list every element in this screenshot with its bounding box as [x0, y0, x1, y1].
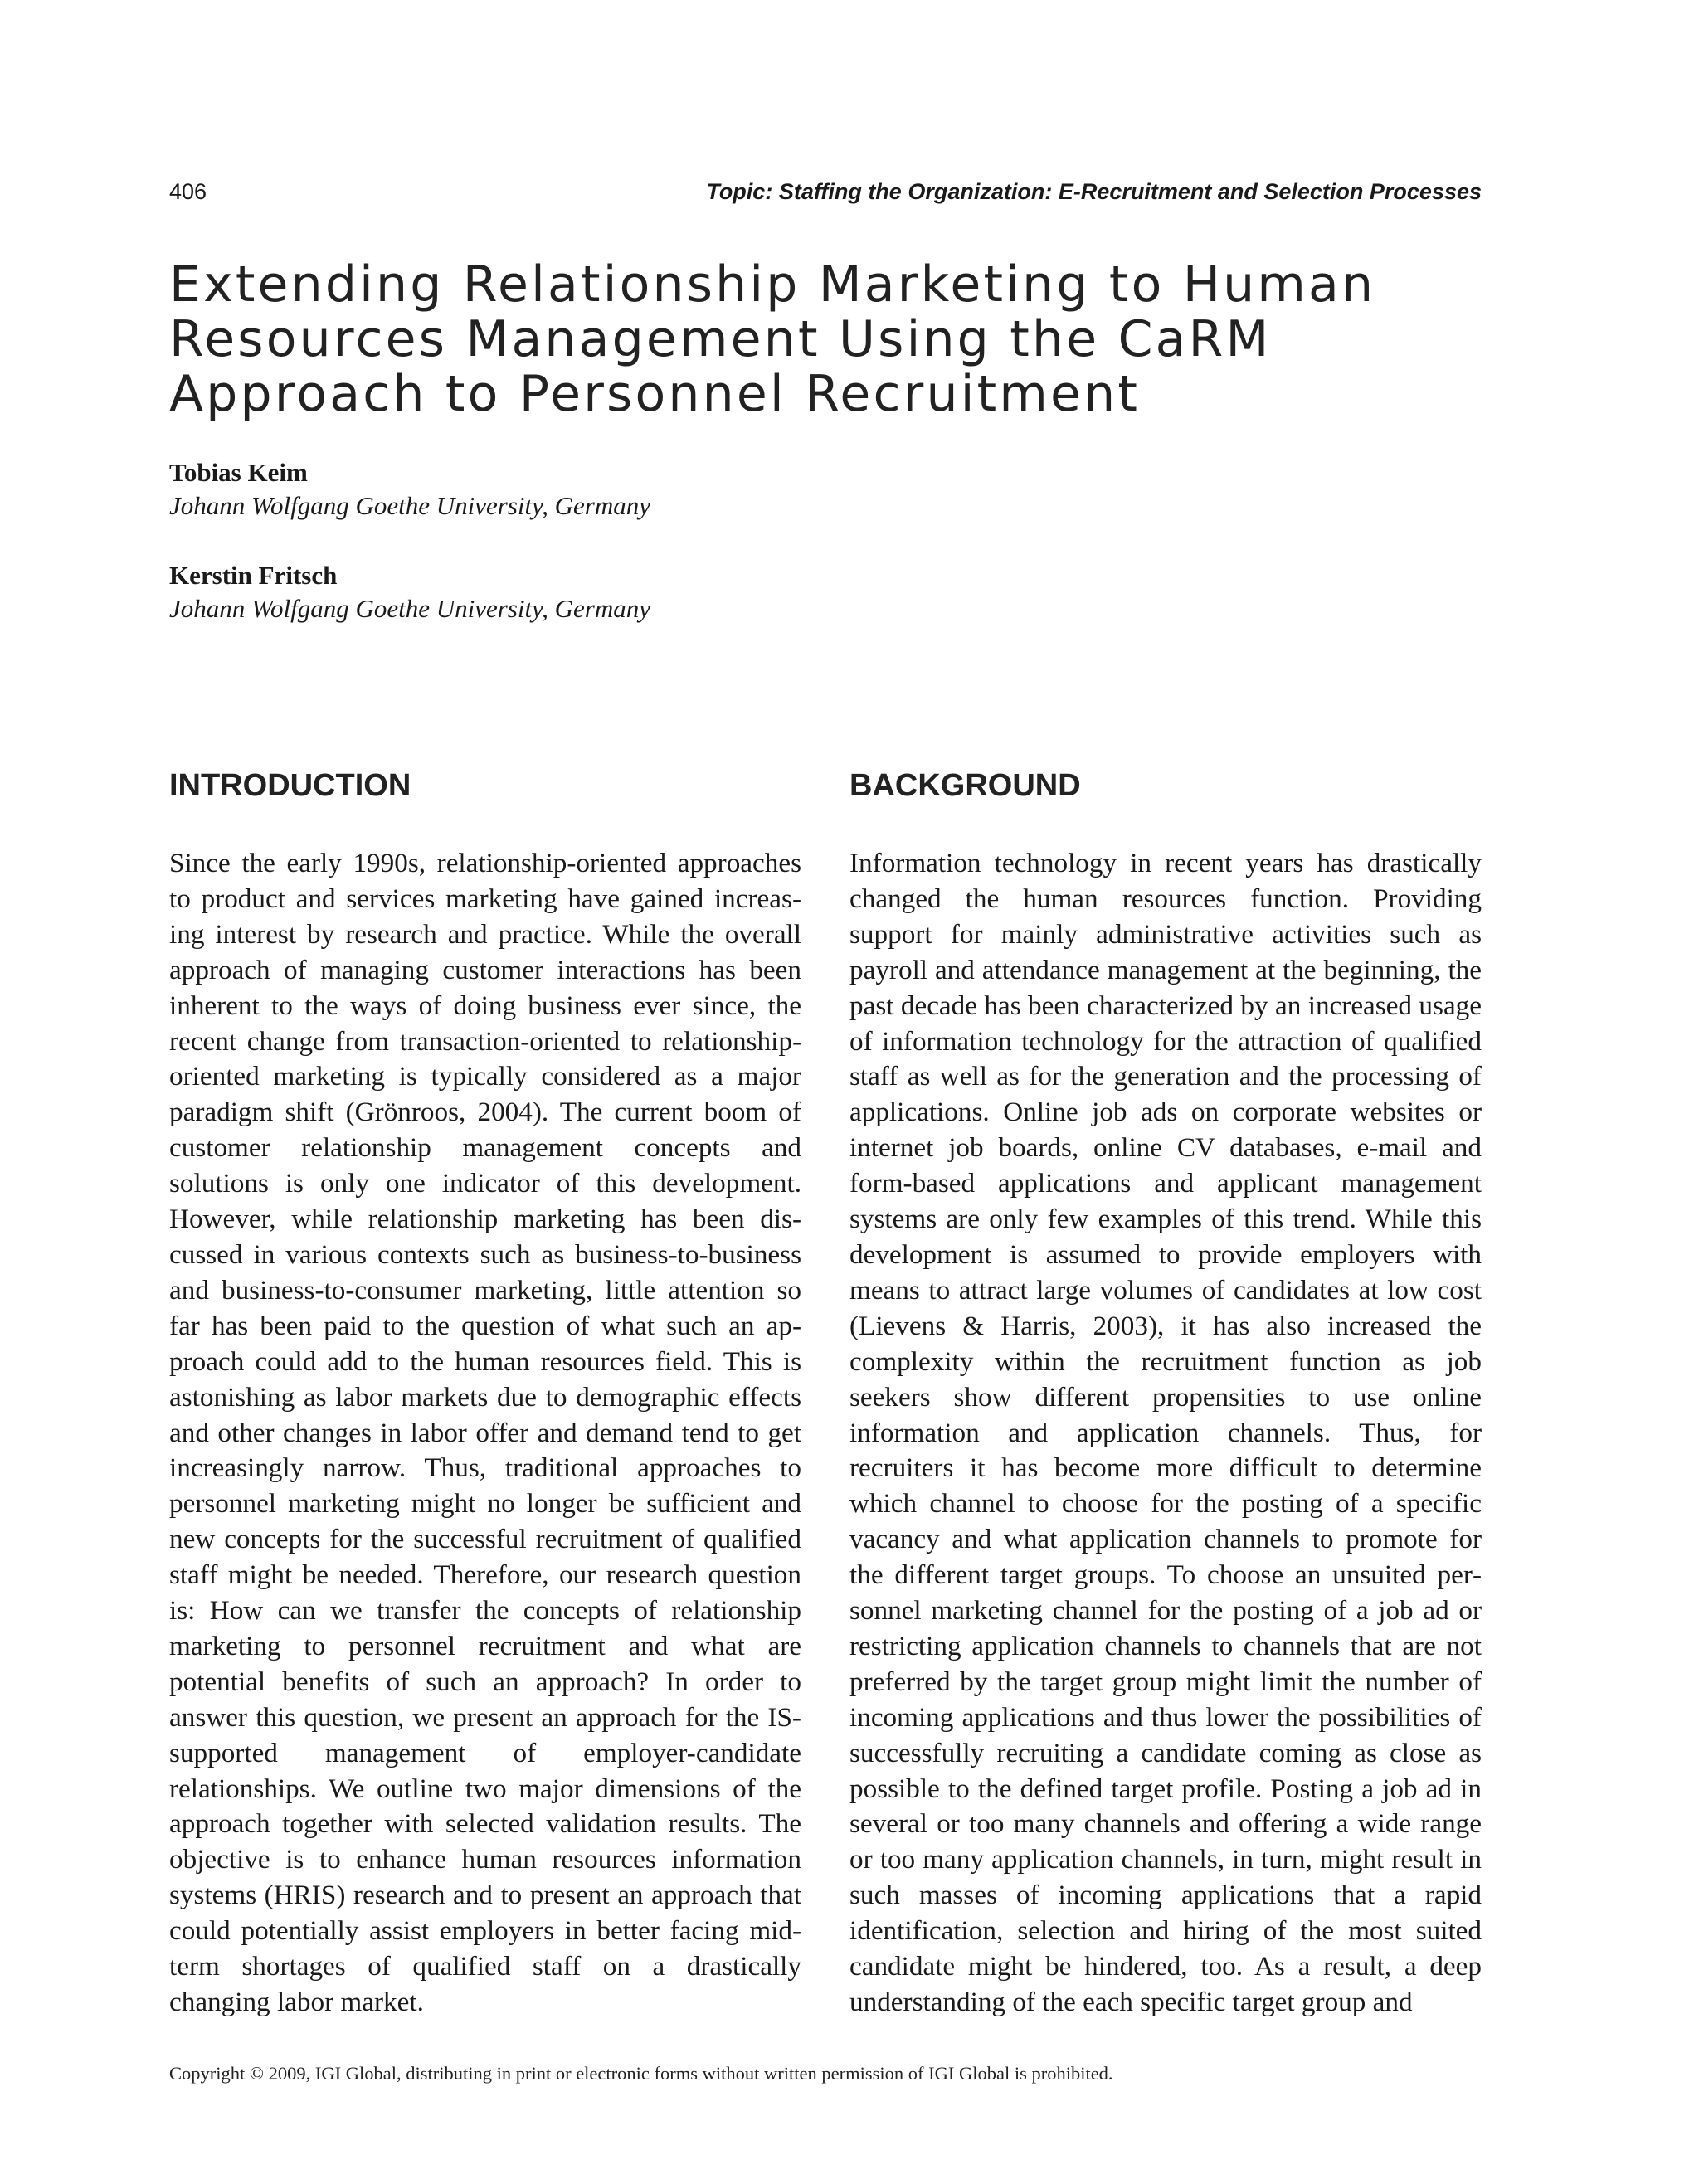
- introduction-heading: INTRODUCTION: [169, 768, 411, 803]
- running-header: [169, 179, 1482, 209]
- title-line: Resources Management Using the CaRM: [169, 310, 1272, 368]
- title-line: Approach to Personnel Recruitment: [169, 365, 1141, 423]
- author-block: [169, 559, 916, 625]
- introduction-text: Since the early 1990s, relationship-oriented approaches to product and services marketing have gained increasing interest by research and practice. While the overall approach of managing customer interactions has been inherent to the ways of doing business ever since, the recent change from transaction-oriented to relationship-oriented marketing is typically considered as a major paradigm shift (Grönroos, 2004). The current boom of customer relationship management concepts and solutions is only one indicator of this development. However, while relationship marketing has been discussed in various contexts such as business-to-business and business-to-consumer marketing, little attention so far has been paid to the question of what such an approach could add to the human resources field. This is astonishing as labor markets due to demographic effects and other changes in labor offer and demand tend to get increasingly narrow. Thus, traditional approaches to personnel marketing might no longer be sufficient and new concepts for the successful recruitment of qualified staff might be needed. Therefore, our research question is: How can we transfer the concepts of relationship marketing to personnel recruitment and what are potential benefits of such an approach? In order to answer this question, we present an approach for the IS-supported management of employer-candidate relationships. We outline two major dimensions of the approach together with selected validation results. The objective is to enhance human resources information systems (HRIS) research and to present an approach that could potentially assist employers in better facing mid-term shortages of qualified staff on a drastically changing labor market.: [169, 848, 801, 2017]
- article-title: [169, 257, 1530, 421]
- title-line: Extending Relationship Marketing to Human: [169, 255, 1376, 314]
- page-number: 406: [169, 179, 207, 204]
- topic-line: Topic: Staffing the Organization: E-Recruitment and Selection Processes: [706, 179, 1482, 204]
- author-name: Tobias Keim: [169, 458, 308, 487]
- author-name: Kerstin Fritsch: [169, 561, 338, 590]
- background-heading: BACKGROUND: [850, 768, 1081, 803]
- author-affiliation: Johann Wolfgang Goethe University, Germany: [169, 594, 651, 623]
- background-text: Information technology in recent years has drastically changed the human resources function. Providing support for mainly administrative activities such as payroll and attendance management at the beginning, the past decade has been characterized by an increased usage of information technology for the attraction of qualified staff as well as for the generation and the processing of applications. Online job ads on corporate websites or internet job boards, online CV databases, e-mail and form-based applications and applicant management systems are only few examples of this trend. While this development is assumed to provide employers with means to attract large volumes of candidates at low cost (Lievens & Harris, 2003), it has also increased the complexity within the recruitment function as job seekers show different propensities to use online information and application channels. Thus, for recruiters it has become more difficult to determine which channel to choose for the posting of a specific vacancy and what application channels to promote for the different target groups. To choose an unsuited personnel marketing channel for the posting of a job ad or restricting application channels to channels that are not preferred by the target group might limit the number of incoming applications and thus lower the possibilities of successfully recruiting a candidate coming as close as possible to the defined target profile. Posting a job ad in several or too many channels and offering a wide range or too many application channels, in turn, might result in such masses of incoming applications that a rapid identification, selection and hiring of the most suited candidate might be hindered, too. As a result, a deep understanding of the each specific target group and: [850, 848, 1482, 2017]
- author-affiliation: Johann Wolfgang Goethe University, Germany: [169, 491, 651, 520]
- copyright-notice: Copyright © 2009, IGI Global, distributing in print or electronic forms without written permission of IGI Global is prohibited.: [169, 2063, 1113, 2084]
- left-column: [169, 761, 801, 2021]
- author-block: [169, 456, 916, 523]
- right-column: [850, 761, 1482, 2021]
